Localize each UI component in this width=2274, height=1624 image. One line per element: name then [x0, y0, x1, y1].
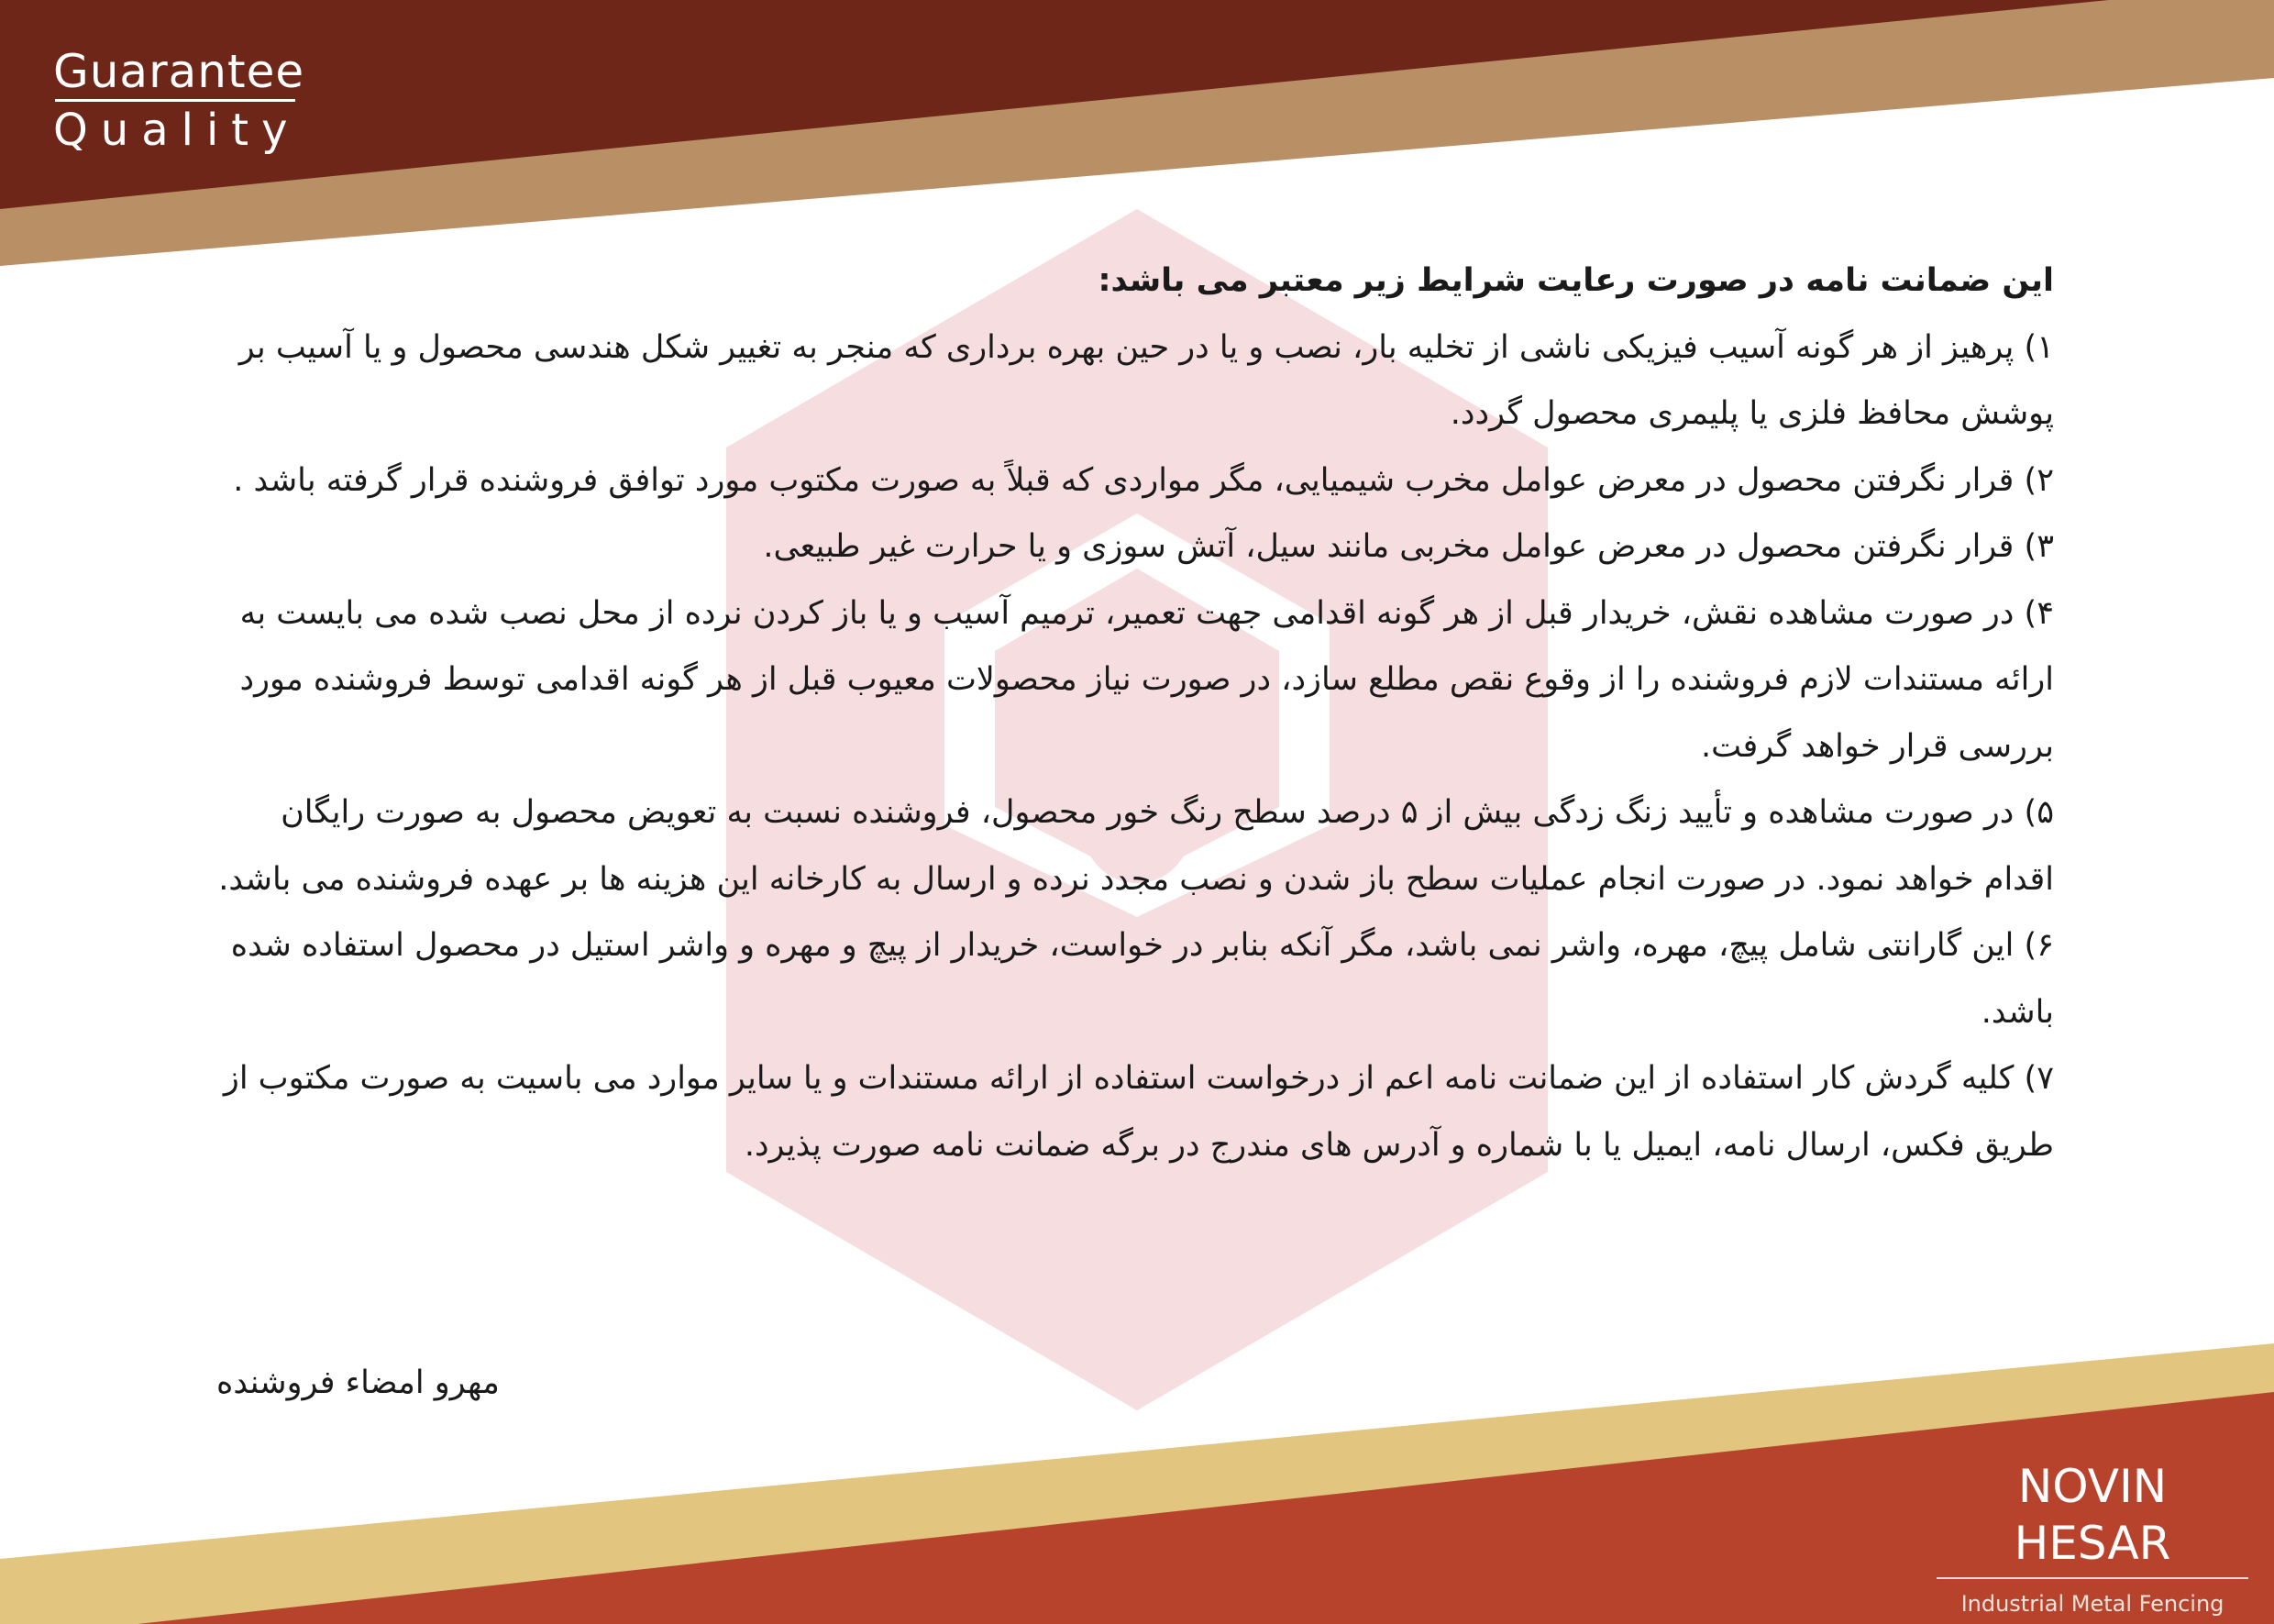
guarantee-quality-logo: [53, 44, 304, 155]
term-item-4: ۴) در صورت مشاهده نقش، خریدار قبل از هر گونه اقدامی جهت تعمیر، ترمیم آسیب و یا باز کردن نرده از محل نصب شده می بایست به ارائه مستندات لازم فروشنده را از وقوع نقص مطلع سازد، در صورت نیاز محصولات معیوب قبل از هر گونه اقدامی توسط فروشنده مورد بررسی قرار خواهد گرفت.: [239, 594, 2054, 765]
company-divider: [1937, 1577, 2248, 1579]
terms-heading: این ضمانت نامه در صورت رعایت شرایط زیر معتبر می باشد:: [1098, 262, 2054, 299]
logo-line-guarantee: Guarantee: [53, 45, 305, 98]
term-item-6: ۶) این گارانتی شامل پیچ، مهره، واشر نمی باشد، مگر آنکه بنابر در خواست، خریدار از پیچ و مهره و واشر استیل در محصول استفاده شده باشد.: [230, 927, 2054, 1031]
company-tagline: Industrial Metal Fencing: [1960, 1591, 2224, 1617]
warranty-terms: [211, 248, 2054, 1178]
logo-line-quality: Quality: [53, 105, 301, 156]
term-item-2: ۲) قرار نگرفتن محصول در معرض عوامل مخرب شیمیایی، مگر مواردی که قبلاً به صورت مکتوب مورد توافق فروشنده قرار گرفته باشد .: [233, 461, 2054, 499]
logo-divider: [55, 99, 295, 102]
term-item-5: ۵) در صورت مشاهده و تأیید زنگ زدگی بیش از ۵ درصد سطح رنگ خور محصول، فروشنده نسبت به تعویض محصول به صورت رایگان اقدام خواهد نمود. در صورت انجام عملیات سطح باز شدن و نصب مجدد نرده و ارسال به کارخانه این هزینه ها بر عهده فروشنده می باشد.: [218, 794, 2054, 898]
term-item-7: ۷) کلیه گردش کار استفاده از این ضمانت نامه اعم از درخواست استفاده از ارائه مستندات و یا سایر موارد می باسیت به صورت مکتوب از طریق فکس، ارسال نامه، ایمیل یا با شماره و آدرس های مندرج در برگه ضمانت نامه صورت پذیرد.: [223, 1060, 2054, 1164]
novin-hesar-logo: [1937, 1458, 2248, 1618]
seller-signature-label: مهرو امضاء فروشنده: [216, 1364, 500, 1401]
term-item-3: ۳) قرار نگرفتن محصول در معرض عوامل مخربی مانند سیل، آتش سوزی و یا حرارت غیر طبیعی.: [763, 528, 2054, 565]
company-name: NOVIN HESAR: [2014, 1460, 2171, 1570]
term-item-1: ۱) پرهیز از هر گونه آسیب فیزیکی ناشی از تخلیه بار، نصب و یا در حین بهره برداری که منجر به تغییر شکل هندسی محصول و یا آسیب بر پوشش محافظ فلزی یا پلیمری محصول گردد.: [238, 328, 2054, 432]
